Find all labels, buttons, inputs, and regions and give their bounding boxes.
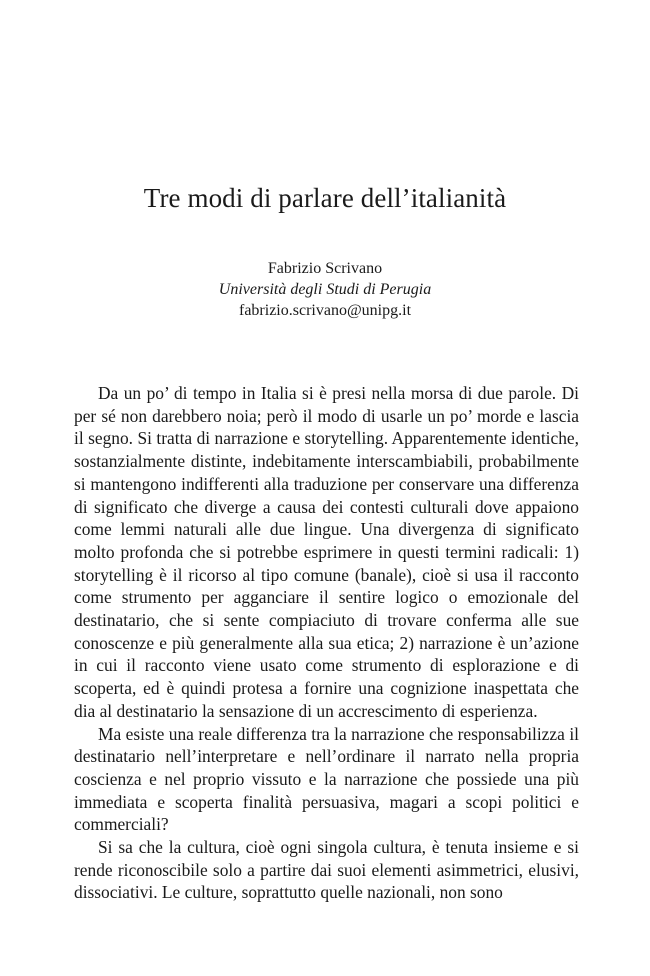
author-block (0, 258, 650, 321)
author-email: fabrizio.scrivano@unipg.it (238, 302, 412, 319)
body-paragraph: Ma esiste una reale differenza tra la narrazione che responsabilizza il destinatario nell’interpretare e nell’ordinare il narrato nella propria coscienza e nel proprio vissuto e la narrazione che possiede una più immediata e scoperta finalità persuasiva, magari a scopi politici e commerciali? (74, 723, 579, 835)
article-title: Tre modi di parlare dell’italianità (143, 183, 507, 213)
article-body (74, 382, 579, 904)
body-paragraph: Si sa che la cultura, cioè ogni singola cultura, è tenuta insieme e si rende riconoscibile solo a partire dai suoi elementi asimmetrici, elusivi, dissociativi. Le culture, soprattutto quelle nazionali, non sono (74, 837, 579, 903)
author-name: Fabrizio Scrivano (267, 260, 383, 277)
body-paragraph: Da un po’ di tempo in Italia si è presi nella morsa di due parole. Di per sé non darebbero noia; però il modo di usarle un po’ morde e lascia il segno. Si tratta di narrazione e storytelling. Apparentemente identiche, sostanzialmente distinte, indebitamente interscambiabili, probabilmente si mantengono indifferenti alla traduzione per conservare una differenza di significato che diverge a causa dei contesti culturali dove appaiono come lemmi naturali alle due lingue. Una divergenza di significato molto profonda che si potrebbe esprimere in questi termini radicali: 1) storytelling è il ricorso al tipo comune (banale), cioè si usa il racconto come strumento per agganciare il sentire logico o emozionale del destinatario, che si sente compiaciuto di trovare conferma alle sue conoscenze e più generalmente alla sua etica; 2) narrazione è un’azione in cui il racconto viene usato come strumento di esplorazione e di scoperta, ed è quindi protesa a fornire una cognizione inaspettata che dia al destinatario la sensazione di un accrescimento di esperienza. (74, 383, 579, 721)
author-affiliation: Università degli Studi di Perugia (218, 281, 432, 298)
